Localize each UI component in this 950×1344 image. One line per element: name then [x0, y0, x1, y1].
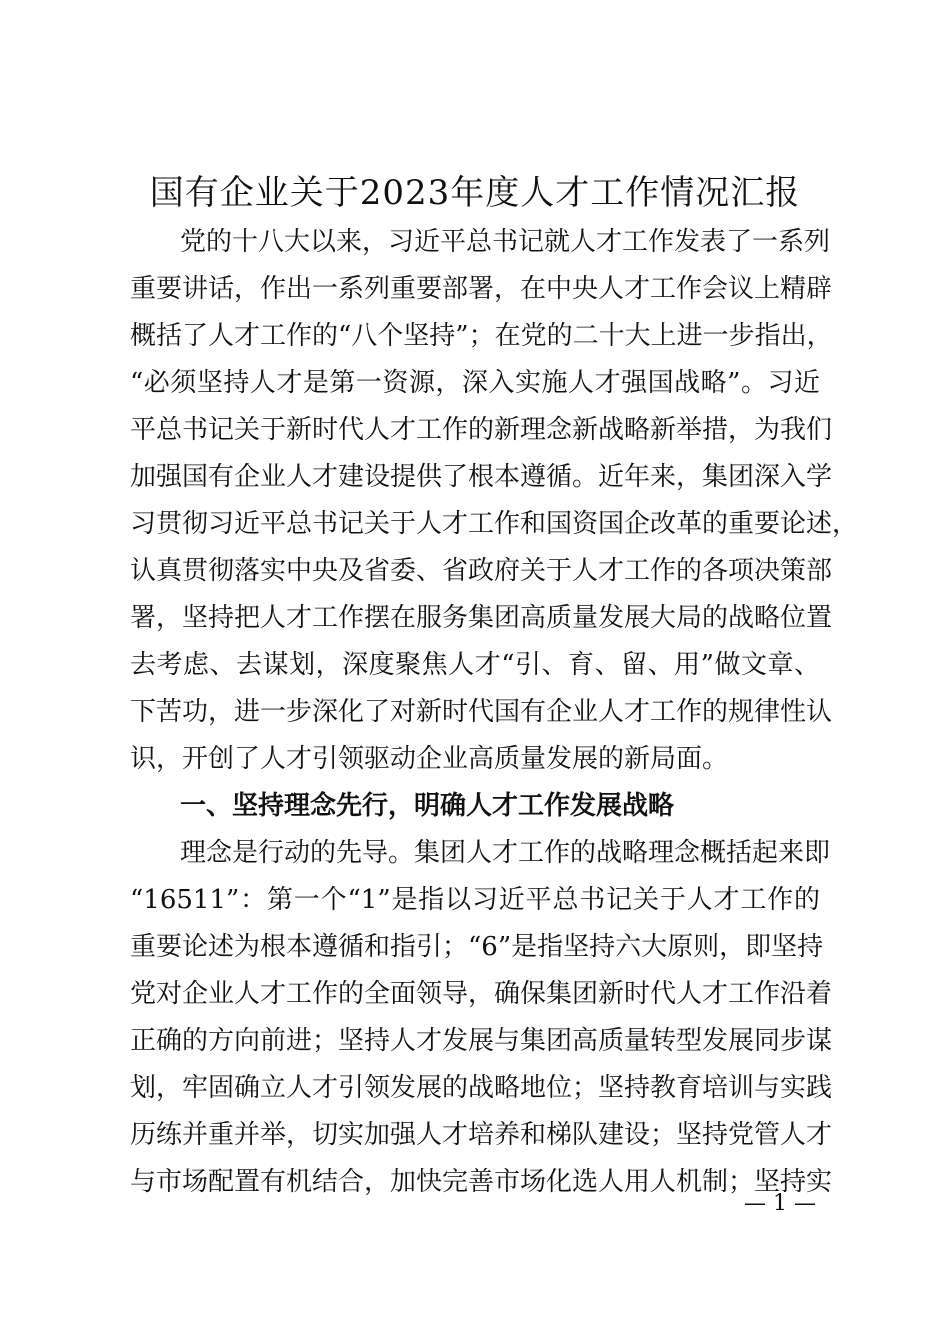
paragraph-line: 识，开创了人才引领驱动企业高质量发展的新局面。: [130, 744, 729, 774]
paragraph-line: 与市场配置有机结合，加快完善市场化选人用人机制；坚持实: [130, 1167, 833, 1197]
paragraph-line: 概括了人才工作的“八个坚持”；在党的二十大上进一步指出，: [130, 321, 833, 351]
paragraph-line: 重要论述为根本遵循和指引；“6”是指坚持六大原则，即坚持: [130, 932, 824, 962]
page-number: — 1 —: [744, 1191, 816, 1216]
paragraph-line: 加强国有企业人才建设提供了根本遵循。近年来，集团深入学: [130, 462, 833, 492]
paragraph-line: “必须坚持人才是第一资源，深入实施人才强国战略”。习近: [130, 368, 820, 398]
paragraph-line: 理念是行动的先导。集团人才工作的战略理念概括起来即: [180, 838, 831, 868]
paragraph-line: 正确的方向前进；坚持人才发展与集团高质量转型发展同步谋: [130, 1026, 833, 1056]
paragraph-line: 平总书记关于新时代人才工作的新理念新战略新举措，为我们: [130, 415, 833, 445]
paragraph-line: 习贯彻习近平总书记关于人才工作和国资国企改革的重要论述，: [130, 509, 859, 539]
paragraph-line: 重要讲话，作出一系列重要部署，在中央人才工作会议上精辟: [130, 274, 833, 304]
paragraph-line: 历练并重并举，切实加强人才培养和梯队建设；坚持党管人才: [130, 1120, 833, 1150]
paragraph-line: 党对企业人才工作的全面领导，确保集团新时代人才工作沿着: [130, 979, 833, 1009]
document-title: 国有企业关于2023年度人才工作情况汇报: [149, 173, 801, 213]
paragraph-line: 去考虑、去谋划，深度聚焦人才“引、育、留、用”做文章、: [130, 650, 820, 680]
section-heading: 一、坚持理念先行，明确人才工作发展战略: [180, 791, 675, 821]
paragraph-line: 署，坚持把人才工作摆在服务集团高质量发展大局的战略位置: [130, 603, 833, 633]
paragraph-line: “16511”：第一个“1”是指以习近平总书记关于人才工作的: [130, 885, 820, 915]
paragraph-line: 下苦功，进一步深化了对新时代国有企业人才工作的规律性认: [130, 697, 833, 727]
paragraph-line: 认真贯彻落实中央及省委、省政府关于人才工作的各项决策部: [130, 556, 833, 586]
paragraph-line: 党的十八大以来，习近平总书记就人才工作发表了一系列: [180, 227, 831, 257]
paragraph-line: 划，牢固确立人才引领发展的战略地位；坚持教育培训与实践: [130, 1073, 833, 1103]
